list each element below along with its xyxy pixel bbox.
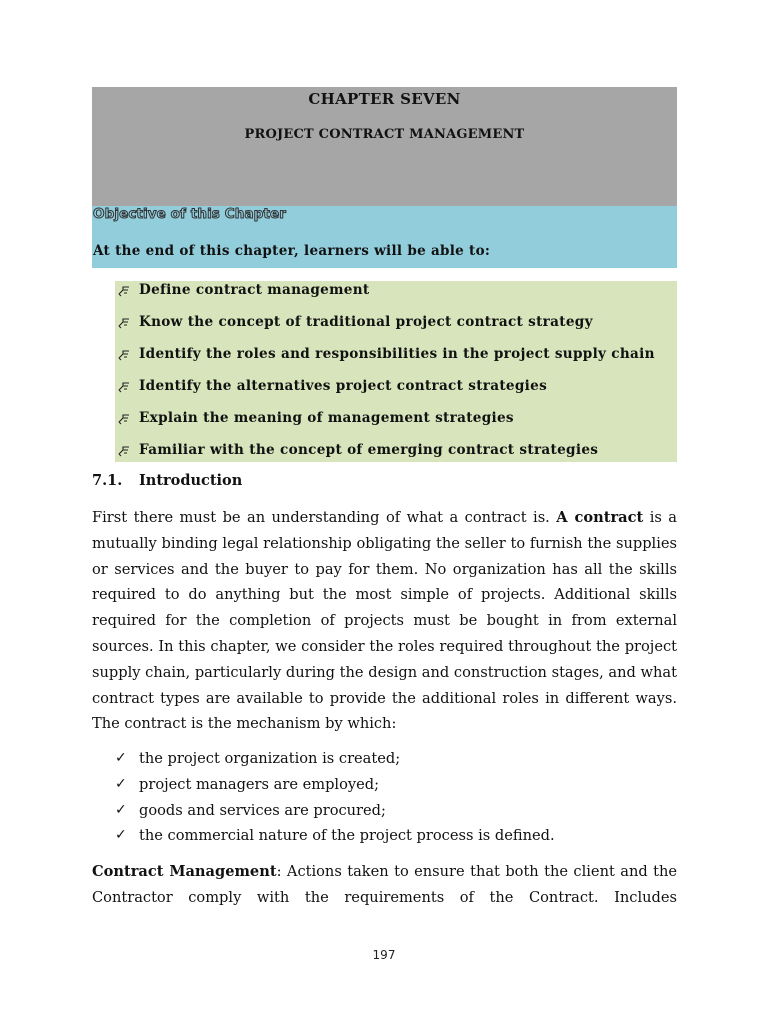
contract-management-term: Contract Management bbox=[92, 862, 277, 880]
intro-text-rest: is a mutually binding legal relationship obligating the seller to furnish the supplies or services and the buyer to pay for them. No organization has all the skills required to do anything but the most simple of projects. Additional skills required for the completion of projects must be bought in from external sources. In this chapter, we consider the roles required throughout the project supply chain, particularly during the design and construction stages, and what contract types are available to provide the additional roles in different ways. The contract is the mechanism by which: bbox=[92, 509, 678, 733]
section-heading bbox=[92, 472, 677, 489]
objectives-list bbox=[115, 281, 677, 462]
objective-item bbox=[115, 313, 676, 332]
objective-item-text: Define contract management bbox=[139, 282, 370, 298]
objective-item bbox=[115, 377, 676, 396]
contract-management-text: : Actions taken to ensure that both the client and the Contractor comply with the requirements of the Contract. Includes bbox=[92, 862, 677, 906]
intro-paragraph bbox=[92, 505, 677, 737]
pointing-hand-icon bbox=[117, 283, 131, 297]
objective-item bbox=[115, 409, 676, 428]
mechanism-checklist bbox=[92, 746, 677, 849]
checklist-item bbox=[92, 798, 677, 824]
section-title: Introduction bbox=[139, 472, 243, 489]
checkmark-icon: ✓ bbox=[115, 801, 127, 818]
intro-bold-term: A contract bbox=[556, 509, 644, 526]
objective-box bbox=[92, 206, 677, 268]
chapter-header bbox=[92, 87, 677, 206]
pointing-hand-icon bbox=[117, 315, 131, 329]
checklist-item-text: the commercial nature of the project process is defined. bbox=[139, 827, 555, 845]
objective-item-text: Familiar with the concept of emerging contract strategies bbox=[139, 442, 599, 458]
objective-heading: Objective of this Chapter bbox=[93, 206, 286, 222]
pointing-hand-icon bbox=[117, 379, 131, 393]
objective-item bbox=[115, 441, 676, 460]
objective-item bbox=[115, 345, 676, 364]
intro-text-start: First there must be an understanding of what a contract is. bbox=[92, 509, 557, 526]
checkmark-icon: ✓ bbox=[115, 775, 127, 792]
checklist-item-text: project managers are employed; bbox=[139, 775, 380, 793]
checkmark-icon: ✓ bbox=[115, 750, 127, 767]
objective-item-text: Know the concept of traditional project contract strategy bbox=[139, 314, 593, 330]
checklist-item-text: the project organization is created; bbox=[139, 750, 401, 768]
section-number: 7.1. bbox=[92, 472, 123, 489]
checklist-item bbox=[92, 823, 677, 849]
pointing-hand-icon bbox=[117, 347, 131, 361]
checklist-item bbox=[92, 772, 677, 798]
chapter-subtitle: PROJECT CONTRACT MANAGEMENT bbox=[244, 127, 525, 142]
checklist-item bbox=[92, 746, 677, 772]
page-content bbox=[92, 87, 677, 926]
objective-lead: At the end of this chapter, learners will be able to: bbox=[93, 243, 491, 259]
checkmark-icon: ✓ bbox=[115, 827, 127, 844]
page-number: 197 bbox=[372, 948, 396, 962]
contract-management-paragraph bbox=[92, 859, 677, 911]
objective-item-text: Identify the roles and responsibilities in the project supply chain bbox=[139, 346, 655, 362]
checklist-item-text: goods and services are procured; bbox=[139, 801, 386, 819]
pointing-hand-icon bbox=[117, 443, 131, 457]
objective-item bbox=[115, 281, 676, 300]
objective-item-text: Identify the alternatives project contract strategies bbox=[139, 378, 548, 394]
chapter-title: CHAPTER SEVEN bbox=[308, 90, 461, 108]
pointing-hand-icon bbox=[117, 411, 131, 425]
objective-item-text: Explain the meaning of management strategies bbox=[139, 410, 514, 426]
